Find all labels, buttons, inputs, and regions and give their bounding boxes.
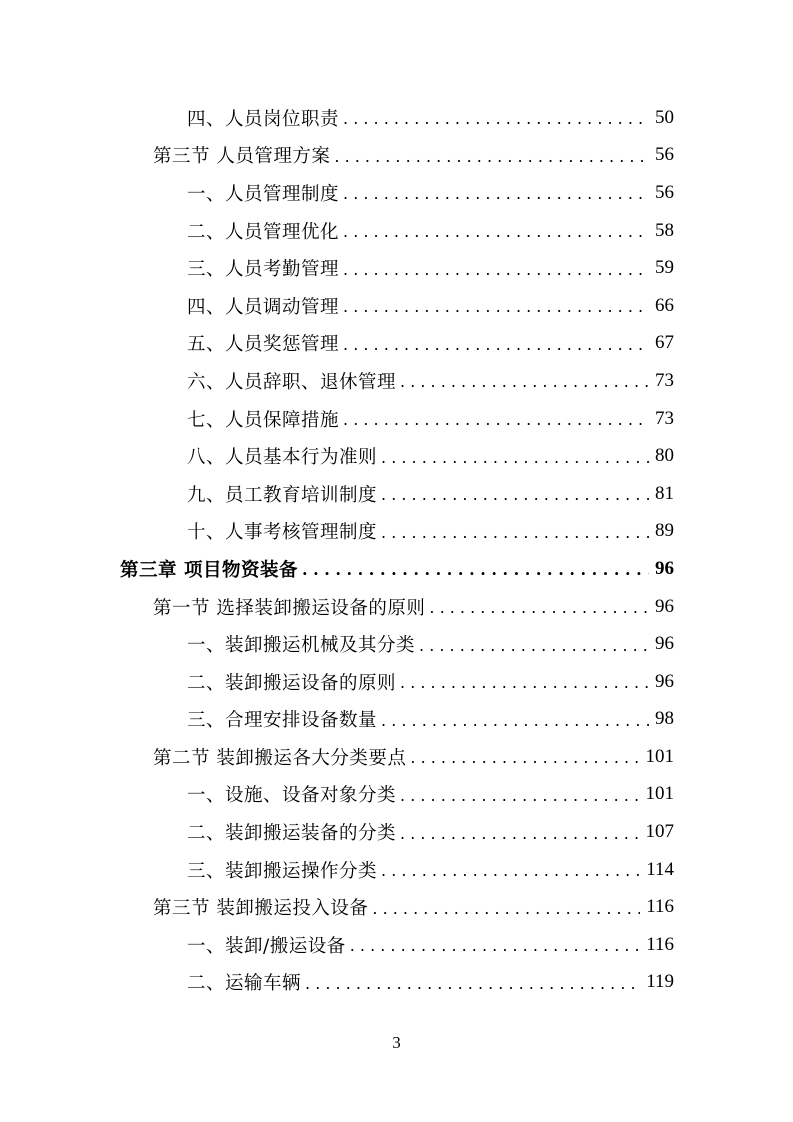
- toc-dot-leader: [381, 448, 649, 467]
- toc-dot-leader: [429, 598, 649, 617]
- toc-dot-leader: [302, 560, 649, 579]
- toc-entry-page-number: 116: [646, 896, 674, 918]
- toc-entry-label: 第三章 项目物资装备: [120, 559, 298, 581]
- toc-dot-leader: [305, 974, 640, 993]
- toc-entry-label: 五、人员奖惩管理: [187, 334, 340, 356]
- toc-entry-item[interactable]: [0, 99, 793, 137]
- toc-dot-leader: [343, 410, 649, 429]
- toc-entry-item[interactable]: [0, 701, 793, 739]
- toc-entry-page-number: 107: [645, 821, 674, 843]
- toc-entry-label: 第三节 人员管理方案: [153, 146, 331, 168]
- toc-entry-item[interactable]: [0, 174, 793, 212]
- toc-entry-page-number: 73: [655, 407, 674, 429]
- toc-entry-item[interactable]: [0, 249, 793, 287]
- toc-entry-label: 十、人事考核管理制度: [187, 522, 378, 544]
- toc-dot-leader: [343, 260, 649, 279]
- toc-entry-label: 二、人员管理优化: [187, 221, 340, 243]
- toc-entry-section[interactable]: [0, 888, 793, 926]
- toc-entry-item[interactable]: [0, 513, 793, 551]
- toc-dot-leader: [410, 748, 639, 767]
- toc-entry-label: 八、人员基本行为准则: [187, 447, 378, 469]
- toc-entry-section[interactable]: [0, 137, 793, 175]
- toc-entry-page-number: 101: [645, 745, 674, 767]
- toc-entry-page-number: 67: [655, 332, 674, 354]
- toc-entry-label: 一、装卸/搬运设备: [187, 935, 346, 957]
- toc-dot-leader: [343, 184, 649, 203]
- toc-entry-page-number: 59: [655, 257, 674, 279]
- toc-entry-label: 第二节 装卸搬运各大分类要点: [153, 747, 407, 769]
- toc-entry-page-number: 56: [655, 144, 674, 166]
- toc-entry-page-number: 101: [645, 783, 674, 805]
- toc-entry-page-number: 96: [655, 557, 674, 579]
- toc-dot-leader: [350, 936, 640, 955]
- toc-entry-page-number: 98: [655, 708, 674, 730]
- toc-dot-leader: [400, 824, 639, 843]
- toc-dot-leader: [372, 899, 640, 918]
- toc-entry-page-number: 66: [655, 294, 674, 316]
- toc-dot-leader: [381, 861, 640, 880]
- toc-entry-page-number: 73: [655, 369, 674, 391]
- toc-entry-page-number: 50: [655, 106, 674, 128]
- toc-entry-label: 三、合理安排设备数量: [187, 710, 378, 732]
- toc-entry-item[interactable]: [0, 625, 793, 663]
- toc-entry-page-number: 96: [655, 633, 674, 655]
- toc-entry-page-number: 114: [646, 858, 674, 880]
- toc-entry-item[interactable]: [0, 776, 793, 814]
- toc-entry-item[interactable]: [0, 813, 793, 851]
- toc-dot-leader: [381, 523, 649, 542]
- toc-dot-leader: [400, 786, 639, 805]
- toc-dot-leader: [343, 297, 649, 316]
- toc-entry-label: 四、人员岗位职责: [187, 108, 340, 130]
- toc-entry-page-number: 116: [646, 933, 674, 955]
- toc-entry-item[interactable]: [0, 287, 793, 325]
- toc-dot-leader: [400, 372, 649, 391]
- toc-entry-item[interactable]: [0, 475, 793, 513]
- toc-dot-leader: [419, 636, 649, 655]
- toc-entry-label: 九、员工教育培训制度: [187, 484, 378, 506]
- toc-entry-label: 六、人员辞职、退休管理: [187, 371, 397, 393]
- toc-entry-page-number: 96: [655, 670, 674, 692]
- table-of-contents: [0, 99, 793, 1001]
- toc-entry-label: 三、装卸搬运操作分类: [187, 860, 378, 882]
- toc-dot-leader: [381, 711, 649, 730]
- toc-dot-leader: [343, 335, 649, 354]
- toc-entry-page-number: 96: [655, 595, 674, 617]
- toc-entry-item[interactable]: [0, 325, 793, 363]
- toc-entry-page-number: 81: [655, 482, 674, 504]
- toc-entry-page-number: 80: [655, 445, 674, 467]
- toc-entry-section[interactable]: [0, 738, 793, 776]
- toc-entry-item[interactable]: [0, 212, 793, 250]
- toc-dot-leader: [334, 147, 649, 166]
- toc-entry-label: 第一节 选择装卸搬运设备的原则: [153, 597, 426, 619]
- toc-entry-page-number: 89: [655, 520, 674, 542]
- toc-entry-chapter[interactable]: [0, 550, 793, 588]
- toc-entry-label: 二、运输车辆: [187, 973, 302, 995]
- toc-entry-item[interactable]: [0, 362, 793, 400]
- toc-entry-label: 一、装卸搬运机械及其分类: [187, 635, 416, 657]
- toc-entry-section[interactable]: [0, 588, 793, 626]
- toc-entry-label: 一、设施、设备对象分类: [187, 785, 397, 807]
- toc-entry-item[interactable]: [0, 964, 793, 1002]
- toc-entry-page-number: 56: [655, 181, 674, 203]
- toc-entry-label: 第三节 装卸搬运投入设备: [153, 898, 369, 920]
- toc-entry-label: 二、装卸搬运装备的分类: [187, 823, 397, 845]
- toc-dot-leader: [343, 222, 649, 241]
- toc-entry-label: 四、人员调动管理: [187, 296, 340, 318]
- toc-entry-page-number: 119: [646, 971, 674, 993]
- toc-entry-label: 三、人员考勤管理: [187, 259, 340, 281]
- toc-entry-item[interactable]: [0, 851, 793, 889]
- toc-entry-page-number: 58: [655, 219, 674, 241]
- toc-entry-item[interactable]: [0, 926, 793, 964]
- toc-entry-item[interactable]: [0, 663, 793, 701]
- toc-entry-item[interactable]: [0, 400, 793, 438]
- page-number: 3: [392, 1033, 401, 1052]
- toc-dot-leader: [343, 109, 649, 128]
- toc-entry-label: 七、人员保障措施: [187, 409, 340, 431]
- toc-dot-leader: [381, 485, 649, 504]
- toc-entry-item[interactable]: [0, 437, 793, 475]
- toc-entry-label: 一、人员管理制度: [187, 183, 340, 205]
- toc-entry-label: 二、装卸搬运设备的原则: [187, 672, 397, 694]
- toc-dot-leader: [400, 673, 649, 692]
